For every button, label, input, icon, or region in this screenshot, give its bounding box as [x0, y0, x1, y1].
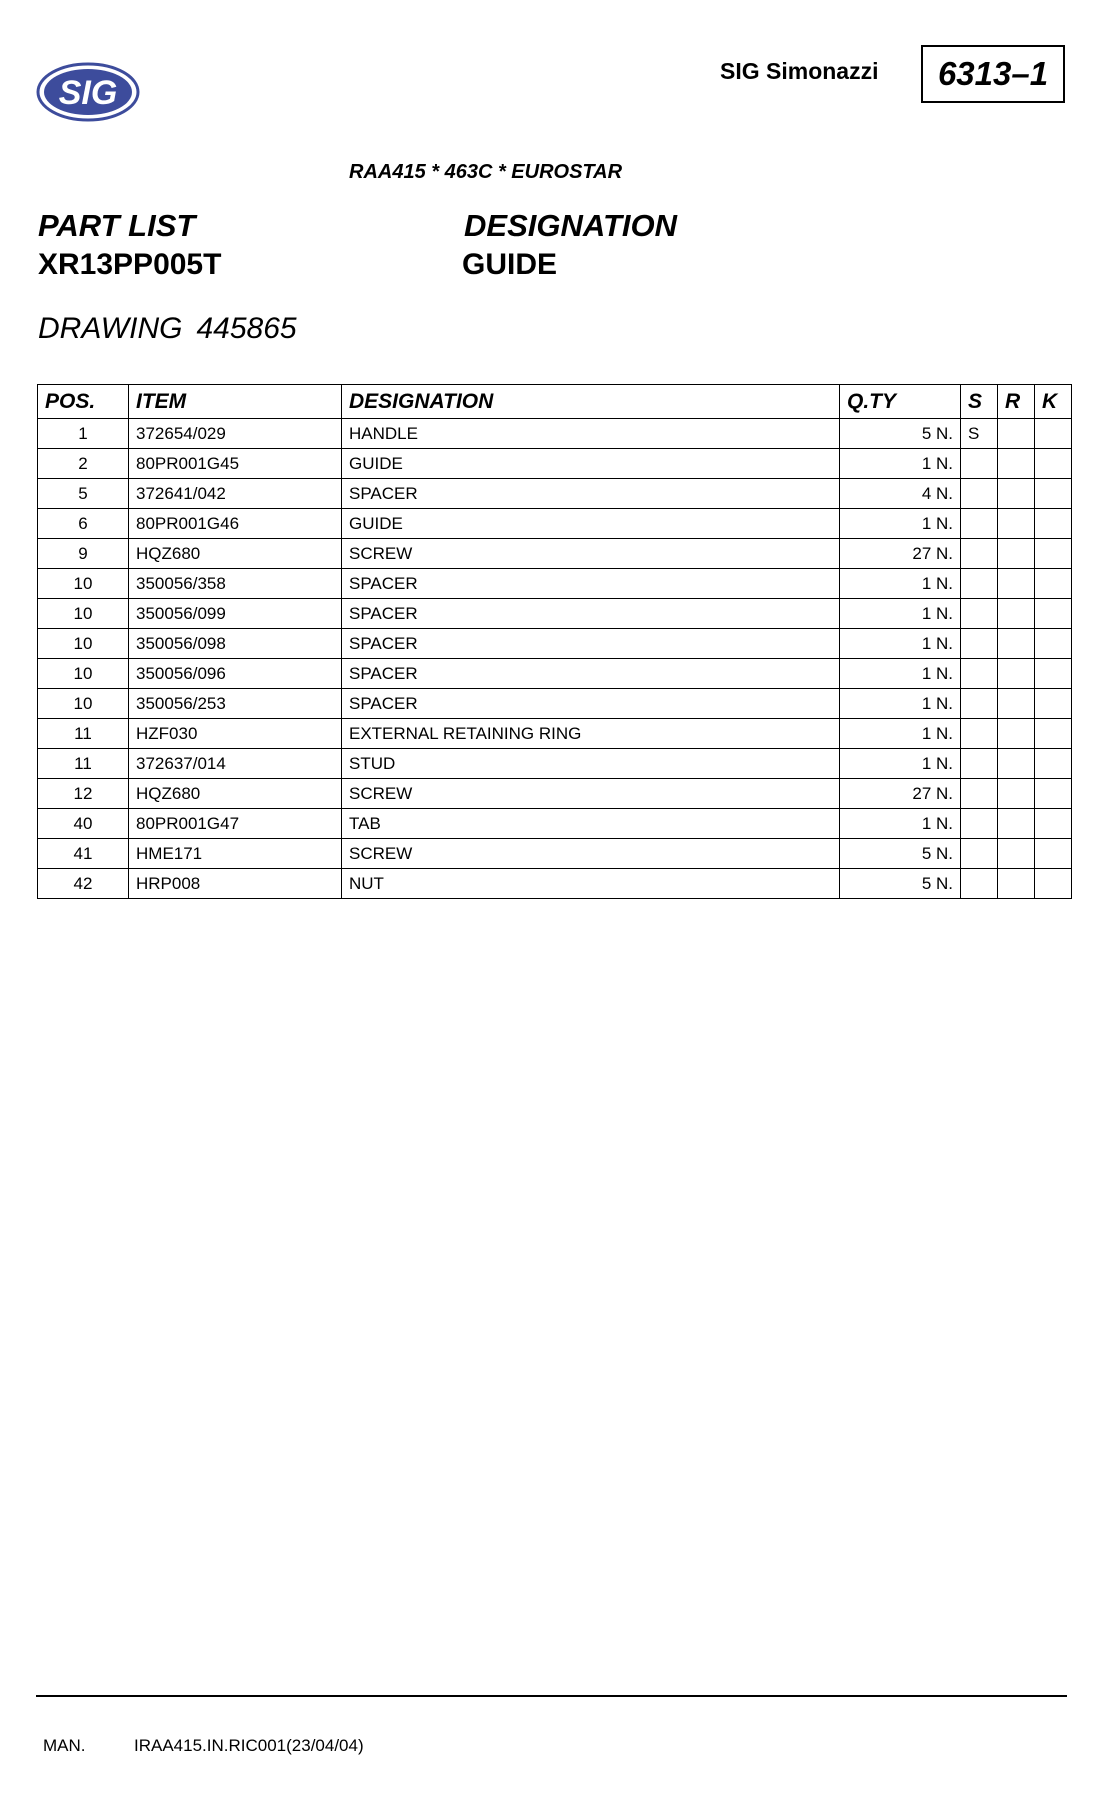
cell-s [961, 599, 998, 629]
cell-s [961, 659, 998, 689]
cell-pos: 12 [38, 779, 129, 809]
header-pos: POS. [38, 385, 129, 419]
cell-pos: 10 [38, 689, 129, 719]
table-row [38, 749, 1072, 779]
cell-item: 350056/099 [129, 599, 342, 629]
cell-pos: 10 [38, 569, 129, 599]
cell-designation: SPACER [342, 659, 840, 689]
drawing-number: 445865 [196, 312, 297, 345]
cell-r [998, 539, 1035, 569]
cell-item: 80PR001G46 [129, 509, 342, 539]
cell-s [961, 629, 998, 659]
cell-k [1035, 869, 1072, 899]
cell-k [1035, 839, 1072, 869]
cell-s [961, 719, 998, 749]
header-designation: DESIGNATION [342, 385, 840, 419]
cell-item: HZF030 [129, 719, 342, 749]
cell-r [998, 719, 1035, 749]
sig-logo [36, 62, 140, 122]
cell-pos: 11 [38, 749, 129, 779]
cell-r [998, 569, 1035, 599]
table-row [38, 689, 1072, 719]
cell-s [961, 449, 998, 479]
cell-qty: 4 N. [840, 479, 961, 509]
cell-designation: SCREW [342, 839, 840, 869]
cell-r [998, 509, 1035, 539]
cell-qty: 1 N. [840, 569, 961, 599]
cell-s [961, 689, 998, 719]
cell-s [961, 809, 998, 839]
cell-item: 372654/029 [129, 419, 342, 449]
cell-qty: 27 N. [840, 779, 961, 809]
cell-pos: 41 [38, 839, 129, 869]
cell-item: HME171 [129, 839, 342, 869]
cell-k [1035, 659, 1072, 689]
cell-r [998, 689, 1035, 719]
cell-s [961, 479, 998, 509]
cell-item: 350056/098 [129, 629, 342, 659]
cell-designation: HANDLE [342, 419, 840, 449]
footer-man-label: MAN. [43, 1736, 86, 1755]
model-line: RAA415 * 463C * EUROSTAR [349, 161, 623, 183]
table-row [38, 599, 1072, 629]
cell-qty: 1 N. [840, 689, 961, 719]
logo-text: SIG [58, 74, 118, 112]
cell-designation: TAB [342, 809, 840, 839]
cell-s [961, 869, 998, 899]
cell-designation: SPACER [342, 599, 840, 629]
cell-k [1035, 509, 1072, 539]
cell-pos: 40 [38, 809, 129, 839]
cell-pos: 10 [38, 599, 129, 629]
designation-value: GUIDE [462, 248, 558, 281]
table-row [38, 569, 1072, 599]
cell-designation: NUT [342, 869, 840, 899]
cell-designation: SCREW [342, 539, 840, 569]
cell-qty: 5 N. [840, 839, 961, 869]
cell-s [961, 779, 998, 809]
cell-s [961, 839, 998, 869]
footer-reference: IRAA415.IN.RIC001(23/04/04) [134, 1736, 364, 1755]
cell-pos: 2 [38, 449, 129, 479]
cell-k [1035, 599, 1072, 629]
header-s: S [961, 385, 998, 419]
cell-r [998, 419, 1035, 449]
cell-qty: 5 N. [840, 419, 961, 449]
header-r: R [998, 385, 1035, 419]
table-row [38, 539, 1072, 569]
cell-r [998, 629, 1035, 659]
cell-item: HRP008 [129, 869, 342, 899]
cell-designation: EXTERNAL RETAINING RING [342, 719, 840, 749]
cell-k [1035, 719, 1072, 749]
cell-item: HQZ680 [129, 779, 342, 809]
cell-pos: 42 [38, 869, 129, 899]
table-row [38, 869, 1072, 899]
table-row [38, 479, 1072, 509]
brand-name: SIG Simonazzi [720, 58, 879, 84]
cell-k [1035, 479, 1072, 509]
cell-s [961, 569, 998, 599]
table-row [38, 509, 1072, 539]
cell-pos: 5 [38, 479, 129, 509]
cell-k [1035, 569, 1072, 599]
cell-item: 350056/358 [129, 569, 342, 599]
table-row [38, 449, 1072, 479]
cell-qty: 27 N. [840, 539, 961, 569]
cell-qty: 1 N. [840, 629, 961, 659]
table-row [38, 839, 1072, 869]
table-header-row [38, 385, 1072, 419]
table-row [38, 629, 1072, 659]
document-number: 6313–1 [921, 45, 1065, 103]
cell-r [998, 479, 1035, 509]
cell-designation: STUD [342, 749, 840, 779]
cell-item: 80PR001G47 [129, 809, 342, 839]
cell-qty: 1 N. [840, 749, 961, 779]
cell-pos: 1 [38, 419, 129, 449]
table-row [38, 719, 1072, 749]
cell-designation: SCREW [342, 779, 840, 809]
cell-designation: SPACER [342, 689, 840, 719]
cell-item: 372641/042 [129, 479, 342, 509]
cell-qty: 1 N. [840, 719, 961, 749]
cell-designation: GUIDE [342, 449, 840, 479]
table-row [38, 779, 1072, 809]
header-item: ITEM [129, 385, 342, 419]
part-list-label: PART LIST [38, 208, 196, 243]
cell-s [961, 749, 998, 779]
cell-qty: 1 N. [840, 449, 961, 479]
drawing-label: DRAWING [38, 312, 183, 345]
table-row [38, 419, 1072, 449]
parts-table [37, 384, 1072, 899]
footer-divider [36, 1695, 1067, 1697]
cell-r [998, 659, 1035, 689]
cell-k [1035, 449, 1072, 479]
cell-k [1035, 749, 1072, 779]
cell-k [1035, 419, 1072, 449]
cell-qty: 5 N. [840, 869, 961, 899]
cell-item: 350056/096 [129, 659, 342, 689]
cell-r [998, 779, 1035, 809]
cell-k [1035, 779, 1072, 809]
cell-r [998, 749, 1035, 779]
cell-qty: 1 N. [840, 599, 961, 629]
cell-item: 350056/253 [129, 689, 342, 719]
cell-r [998, 809, 1035, 839]
cell-pos: 6 [38, 509, 129, 539]
cell-k [1035, 539, 1072, 569]
header-k: K [1035, 385, 1072, 419]
designation-label: DESIGNATION [464, 208, 677, 243]
cell-k [1035, 689, 1072, 719]
cell-pos: 9 [38, 539, 129, 569]
cell-s: S [961, 419, 998, 449]
cell-s [961, 509, 998, 539]
cell-k [1035, 809, 1072, 839]
cell-item: HQZ680 [129, 539, 342, 569]
cell-designation: SPACER [342, 569, 840, 599]
cell-k [1035, 629, 1072, 659]
cell-designation: SPACER [342, 479, 840, 509]
cell-item: 80PR001G45 [129, 449, 342, 479]
cell-item: 372637/014 [129, 749, 342, 779]
cell-r [998, 449, 1035, 479]
table-row [38, 659, 1072, 689]
cell-r [998, 599, 1035, 629]
cell-qty: 1 N. [840, 509, 961, 539]
cell-designation: GUIDE [342, 509, 840, 539]
cell-r [998, 839, 1035, 869]
part-list-code: XR13PP005T [38, 248, 222, 281]
cell-qty: 1 N. [840, 659, 961, 689]
cell-s [961, 539, 998, 569]
cell-pos: 11 [38, 719, 129, 749]
cell-pos: 10 [38, 659, 129, 689]
cell-pos: 10 [38, 629, 129, 659]
header-qty: Q.TY [840, 385, 961, 419]
drawing-reference [38, 312, 297, 346]
cell-qty: 1 N. [840, 809, 961, 839]
cell-designation: SPACER [342, 629, 840, 659]
table-row [38, 809, 1072, 839]
cell-r [998, 869, 1035, 899]
